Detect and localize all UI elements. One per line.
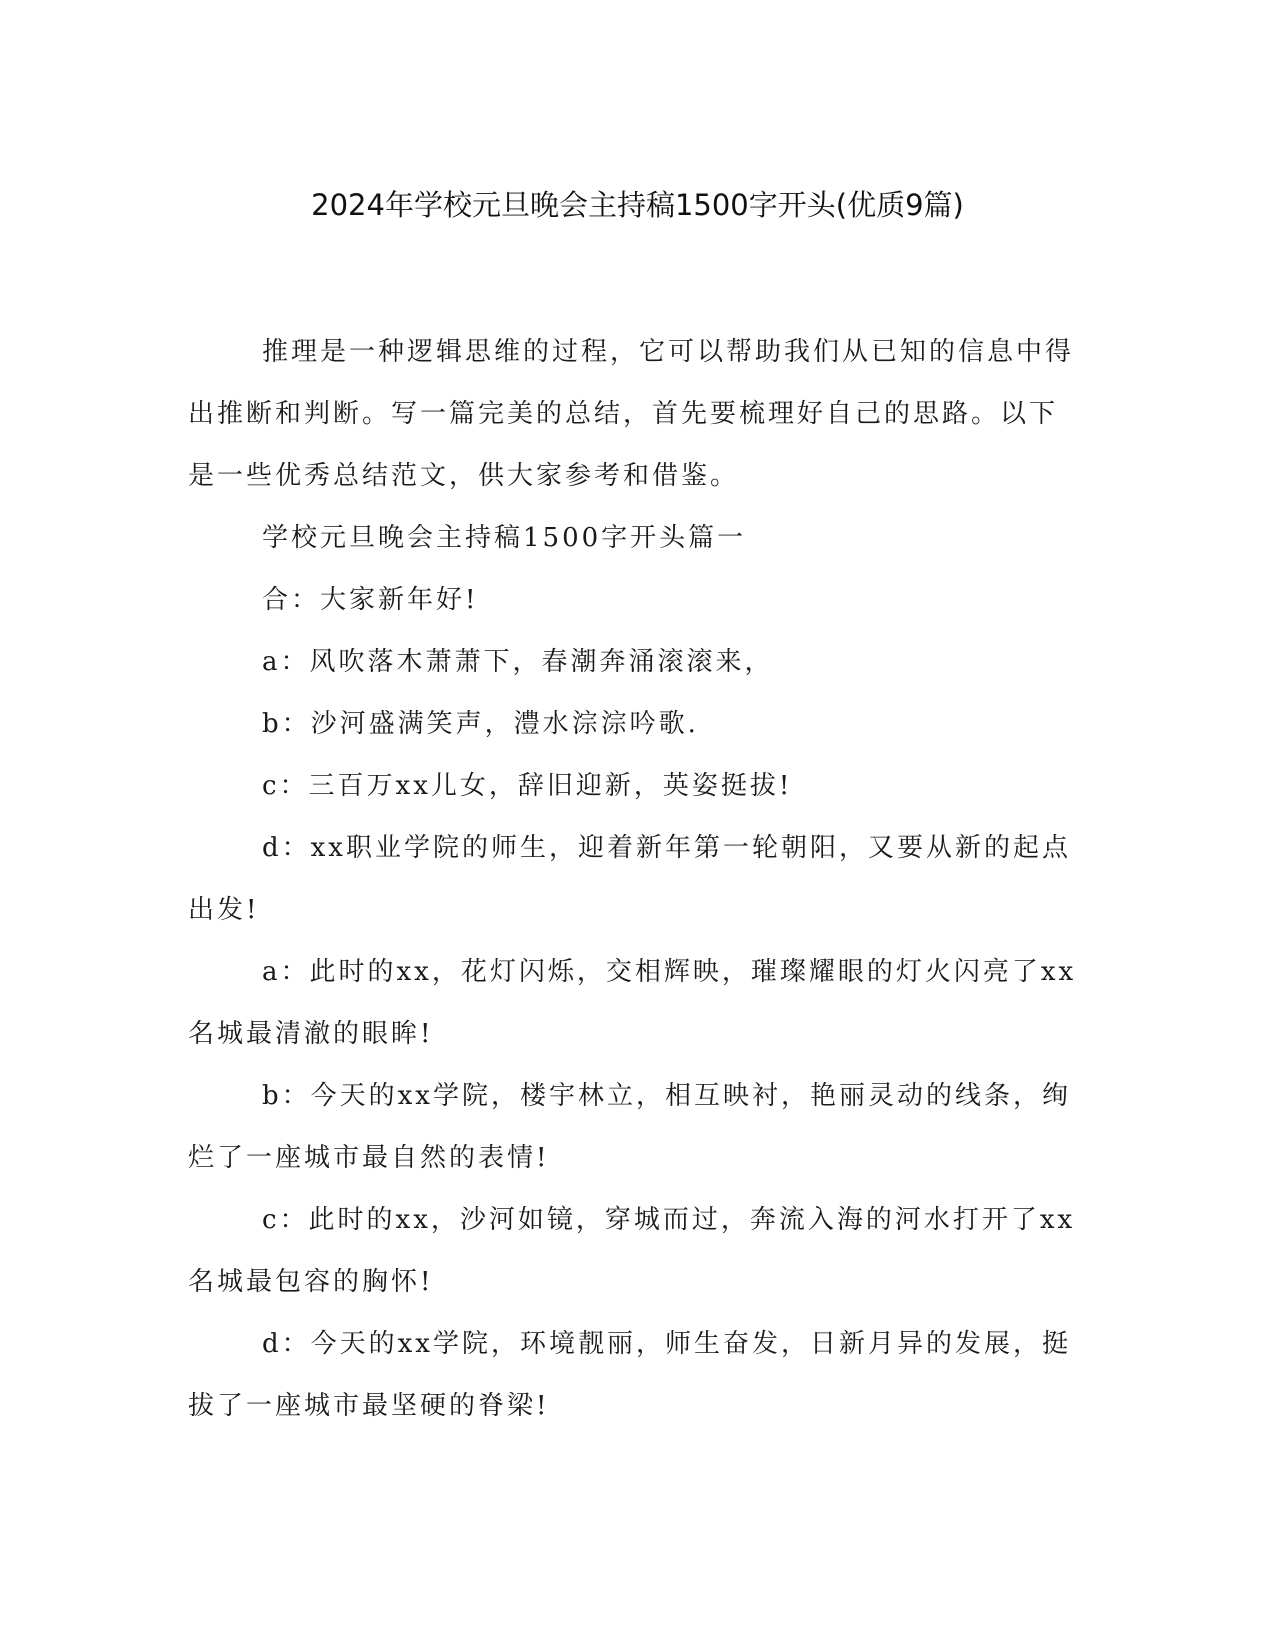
script-line: b：沙河盛满笑声，澧水淙淙吟歌. <box>262 709 699 739</box>
document-body <box>188 321 1078 1437</box>
script-line: b：今天的xx学院，楼宇林立，相互映衬，艳丽灵动的线条，绚烂了一座城市最自然的表情! <box>188 1081 1071 1173</box>
script-line: d：今天的xx学院，环境靓丽，师生奋发，日新月异的发展，挺拔了一座城市最坚硬的脊梁! <box>188 1329 1071 1421</box>
document-title: 2024年学校元旦晚会主持稿1500字开头(优质9篇) <box>311 188 964 222</box>
script-line: 合：大家新年好! <box>262 585 479 615</box>
script-line: d：xx职业学院的师生，迎着新年第一轮朝阳，又要从新的起点出发! <box>188 833 1071 925</box>
section-heading: 学校元旦晚会主持稿1500字开头篇一 <box>262 523 747 553</box>
intro-paragraph: 推理是一种逻辑思维的过程，它可以帮助我们从已知的信息中得出推断和判断。写一篇完美的总结，首先要梳理好自己的思路。以下是一些优秀总结范文，供大家参考和借鉴。 <box>188 337 1075 491</box>
script-line: a：此时的xx，花灯闪烁，交相辉映，璀璨耀眼的灯火闪亮了xx名城最清澈的眼眸! <box>188 957 1077 1049</box>
script-line: a：风吹落木萧萧下，春潮奔涌滚滚来， <box>262 647 774 677</box>
script-line: c：三百万xx儿女，辞旧迎新，英姿挺拔! <box>262 771 793 801</box>
script-line: c：此时的xx，沙河如镜，穿城而过，奔流入海的河水打开了xx名城最包容的胸怀! <box>188 1205 1076 1297</box>
